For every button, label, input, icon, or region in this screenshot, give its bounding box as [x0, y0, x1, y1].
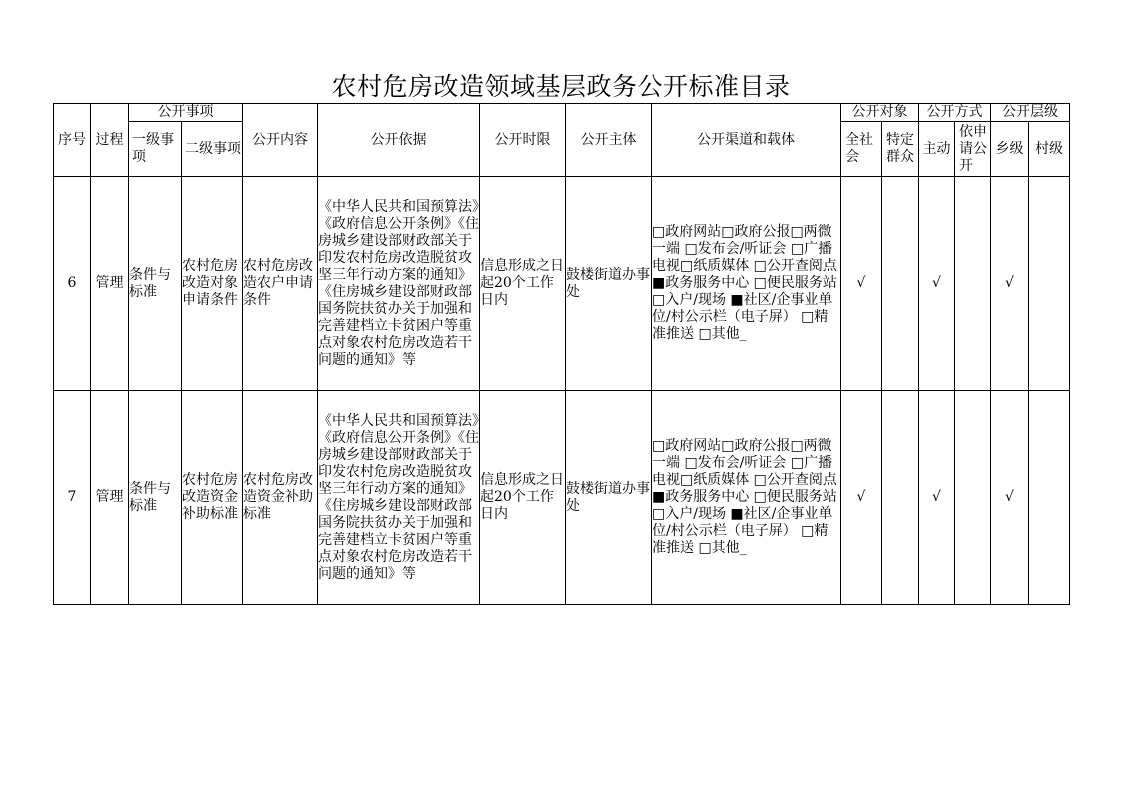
header-level-township: 乡级: [991, 122, 1029, 177]
cell-method-active: √: [919, 177, 955, 391]
cell-method-active: √: [919, 391, 955, 605]
cell-content: 农村危房改造农户申请条件: [243, 177, 318, 391]
cell-time-limit: 信息形成之日起20个工作日内: [480, 391, 566, 605]
cell-subject: 鼓楼街道办事处: [566, 391, 652, 605]
cell-audience-specific: [882, 177, 919, 391]
standards-table: [53, 103, 1070, 605]
cell-level-village: [1029, 391, 1070, 605]
header-subject: 公开主体: [566, 104, 652, 177]
header-channel: 公开渠道和载体: [652, 104, 841, 177]
cell-process: 管理: [91, 177, 129, 391]
header-audience-group: 公开对象: [841, 104, 919, 122]
cell-audience-specific: [882, 391, 919, 605]
cell-level-village: [1029, 177, 1070, 391]
cell-level1: 条件与标准: [129, 391, 182, 605]
cell-level-township: √: [991, 177, 1029, 391]
cell-audience-all: √: [841, 177, 882, 391]
header-method-active: 主动: [919, 122, 955, 177]
cell-process: 管理: [91, 391, 129, 605]
table-row: [54, 177, 1070, 391]
header-content: 公开内容: [243, 104, 318, 177]
cell-time-limit: 信息形成之日起20个工作日内: [480, 177, 566, 391]
cell-subject: 鼓楼街道办事处: [566, 177, 652, 391]
cell-audience-all: √: [841, 391, 882, 605]
cell-channel: □政府网站□政府公报□两微一端 □发布会/听证会 □广播电视□纸质媒体 □公开查阅点■政务服务中心 □便民服务站□入户/现场 ■社区/企事业单位/村公示栏（电子屏） □精准推送 □其他_: [652, 177, 841, 391]
header-seq: 序号: [54, 104, 91, 177]
header-method-group: 公开方式: [919, 104, 991, 122]
cell-basis: 《中华人民共和国预算法》《政府信息公开条例》《住房城乡建设部财政部关于印发农村危房改造脱贫攻坚三年行动方案的通知》《住房城乡建设部财政部国务院扶贫办关于加强和完善建档立卡贫困户等重点对象农村危房改造若干问题的通知》等: [318, 391, 480, 605]
cell-channel: □政府网站□政府公报□两微一端 □发布会/听证会 □广播电视□纸质媒体 □公开查阅点■政务服务中心 □便民服务站□入户/现场 ■社区/企事业单位/村公示栏（电子屏） □精准推送 □其他_: [652, 391, 841, 605]
header-level1: 一级事项: [129, 122, 182, 177]
cell-method-request: [955, 177, 991, 391]
header-audience-specific: 特定群众: [882, 122, 919, 177]
cell-seq: 6: [54, 177, 91, 391]
header-level-group: 公开层级: [991, 104, 1070, 122]
cell-basis: 《中华人民共和国预算法》《政府信息公开条例》《住房城乡建设部财政部关于印发农村危房改造脱贫攻坚三年行动方案的通知》《住房城乡建设部财政部国务院扶贫办关于加强和完善建档立卡贫困户等重点对象农村危房改造若干问题的通知》等: [318, 177, 480, 391]
header-basis: 公开依据: [318, 104, 480, 177]
header-time-limit: 公开时限: [480, 104, 566, 177]
header-level2: 二级事项: [182, 122, 243, 177]
cell-level-township: √: [991, 391, 1029, 605]
cell-level1: 条件与标准: [129, 177, 182, 391]
cell-level2: 农村危房改造资金补助标准: [182, 391, 243, 605]
cell-method-request: [955, 391, 991, 605]
page-title: 农村危房改造领域基层政务公开标准目录: [331, 72, 791, 101]
cell-seq: 7: [54, 391, 91, 605]
header-level-village: 村级: [1029, 122, 1070, 177]
header-items-group: 公开事项: [129, 104, 243, 122]
header-process: 过程: [91, 104, 129, 177]
header-method-request: 依申请公开: [955, 122, 991, 177]
header-row-top: [54, 104, 1070, 122]
header-audience-all: 全社会: [841, 122, 882, 177]
cell-level2: 农村危房改造对象申请条件: [182, 177, 243, 391]
cell-content: 农村危房改造资金补助标准: [243, 391, 318, 605]
table-row: [54, 391, 1070, 605]
